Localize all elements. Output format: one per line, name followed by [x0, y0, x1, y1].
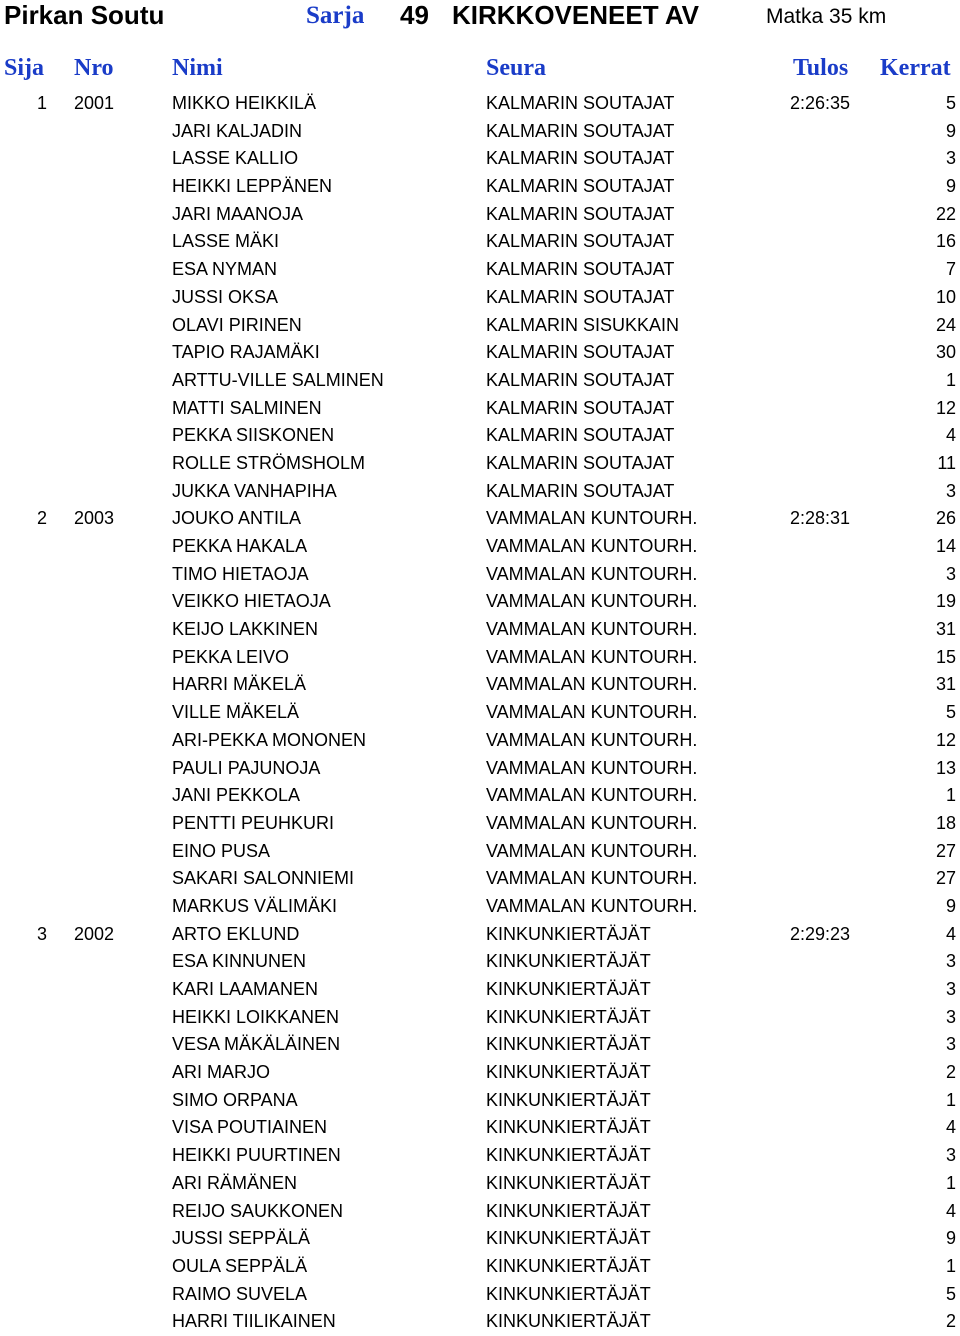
table-row: [0, 228, 960, 256]
cell-seura: KALMARIN SOUTAJAT: [486, 480, 675, 501]
title-row: [0, 0, 960, 34]
cell-kerrat: 12: [935, 729, 956, 750]
cell-kerrat: 3: [945, 979, 956, 999]
table-row: [0, 118, 960, 146]
cell-nimi: JANI PEKKOLA: [172, 785, 301, 806]
cell-kerrat: 27: [935, 840, 956, 861]
cell-kerrat: 18: [935, 812, 956, 833]
cell-nimi: EINO PUSA: [172, 840, 271, 861]
table-row: [0, 478, 960, 506]
cell-nimi: PENTTI PEUHKURI: [172, 812, 335, 833]
cell-seura: VAMMALAN KUNTOURH.: [486, 674, 698, 695]
cell-seura: VAMMALAN KUNTOURH.: [486, 812, 698, 833]
cell-kerrat: 3: [945, 563, 956, 584]
cell-seura: KINKUNKIERTÄJÄT: [486, 1255, 651, 1276]
table-row: [0, 395, 960, 423]
cell-seura: KALMARIN SOUTAJAT: [486, 176, 675, 197]
cell-sija: 1: [37, 93, 48, 113]
cell-kerrat: 4: [945, 1200, 956, 1221]
cell-seura: KINKUNKIERTÄJÄT: [486, 1172, 651, 1193]
cell-kerrat: 5: [945, 702, 956, 723]
cell-seura: KALMARIN SOUTAJAT: [486, 259, 675, 280]
cell-seura: KALMARIN SOUTAJAT: [486, 93, 675, 113]
cell-tulos: 2:29:23: [790, 923, 851, 944]
table-row: [0, 1087, 960, 1115]
cell-seura: VAMMALAN KUNTOURH.: [486, 591, 698, 612]
cell-nimi: MIKKO HEIKKILÄ: [172, 93, 317, 113]
cell-nimi: HEIKKI PUURTINEN: [172, 1145, 341, 1166]
cell-kerrat: 3: [945, 1145, 956, 1166]
cell-seura: VAMMALAN KUNTOURH.: [486, 840, 698, 861]
cell-seura: KALMARIN SOUTAJAT: [486, 397, 675, 418]
cell-kerrat: 22: [935, 203, 956, 224]
cell-nimi: KEIJO LAKKINEN: [172, 619, 319, 640]
cell-nimi: PAULI PAJUNOJA: [172, 757, 321, 778]
cell-seura: KINKUNKIERTÄJÄT: [486, 1117, 651, 1138]
cell-nimi: SAKARI SALONNIEMI: [172, 868, 355, 889]
cell-nimi: KARI LAAMANEN: [172, 979, 319, 999]
cell-kerrat: 10: [935, 286, 956, 307]
table-row: [0, 976, 960, 1004]
cell-seura: VAMMALAN KUNTOURH.: [486, 646, 698, 667]
cell-nimi: ARTO EKLUND: [172, 923, 300, 944]
cell-kerrat: 16: [935, 231, 956, 252]
cell-kerrat: 27: [935, 868, 956, 889]
cell-kerrat: 3: [945, 951, 956, 972]
distance-label: Matka 35 km: [766, 5, 887, 28]
results-table: [0, 90, 960, 1336]
table-row: [0, 1142, 960, 1170]
cell-nimi: HARRI TIILIKAINEN: [172, 1311, 336, 1332]
cell-seura: KALMARIN SOUTAJAT: [486, 452, 675, 473]
cell-kerrat: 12: [935, 397, 956, 418]
cell-seura: VAMMALAN KUNTOURH.: [486, 729, 698, 750]
cell-nimi: HEIKKI LOIKKANEN: [172, 1006, 340, 1027]
cell-seura: KINKUNKIERTÄJÄT: [486, 1228, 651, 1249]
cell-kerrat: 19: [935, 591, 956, 612]
cell-nimi: ESA KINNUNEN: [172, 951, 307, 972]
table-row: [0, 616, 960, 644]
cell-kerrat: 31: [935, 619, 956, 640]
table-row: [0, 671, 960, 699]
cell-kerrat: 26: [935, 508, 956, 529]
cell-seura: KINKUNKIERTÄJÄT: [486, 1006, 651, 1027]
sarja-label: Sarja: [306, 2, 365, 29]
cell-sija: 3: [37, 923, 48, 944]
table-row: [0, 699, 960, 727]
cell-seura: VAMMALAN KUNTOURH.: [486, 508, 698, 529]
cell-kerrat: 4: [945, 425, 956, 446]
table-row: [0, 284, 960, 312]
cell-nimi: PEKKA HAKALA: [172, 536, 308, 556]
cell-seura: VAMMALAN KUNTOURH.: [486, 868, 698, 889]
sarja-name: KIRKKOVENEET AV: [452, 0, 700, 30]
table-row: [0, 588, 960, 616]
cell-kerrat: 4: [945, 1117, 956, 1138]
cell-seura: VAMMALAN KUNTOURH.: [486, 895, 698, 916]
cell-sija: 2: [37, 508, 48, 529]
header-nro: Nro: [74, 55, 114, 81]
cell-nimi: ARTTU-VILLE SALMINEN: [172, 369, 384, 390]
table-row: [0, 1004, 960, 1032]
cell-nimi: ROLLE STRÖMSHOLM: [172, 452, 366, 473]
cell-kerrat: 9: [945, 1228, 956, 1249]
header-tulos: Tulos: [793, 55, 849, 81]
cell-kerrat: 3: [945, 1006, 956, 1027]
cell-kerrat: 9: [945, 895, 956, 916]
cell-kerrat: 9: [945, 120, 956, 141]
table-row: [0, 533, 960, 561]
table-row: [0, 1308, 960, 1336]
table-row: [0, 173, 960, 201]
cell-nimi: PEKKA LEIVO: [172, 646, 290, 667]
cell-nimi: HEIKKI LEPPÄNEN: [172, 176, 333, 197]
cell-nro: 2003: [74, 508, 115, 529]
sarja-number: 49: [400, 0, 429, 30]
cell-nimi: SIMO ORPANA: [172, 1089, 298, 1110]
cell-seura: VAMMALAN KUNTOURH.: [486, 536, 698, 556]
cell-kerrat: 5: [945, 1283, 956, 1304]
cell-kerrat: 3: [945, 1034, 956, 1055]
table-row: [0, 1114, 960, 1142]
cell-seura: KINKUNKIERTÄJÄT: [486, 1145, 651, 1166]
table-row: [0, 1225, 960, 1253]
cell-tulos: 2:26:35: [790, 93, 851, 113]
cell-kerrat: 2: [945, 1062, 956, 1083]
cell-nimi: ESA NYMAN: [172, 259, 278, 280]
cell-kerrat: 11: [937, 452, 956, 473]
table-row: [0, 256, 960, 284]
cell-nimi: MARKUS VÄLIMÄKI: [172, 895, 338, 916]
cell-nimi: LASSE MÄKI: [172, 231, 280, 252]
cell-kerrat: 14: [935, 536, 956, 556]
cell-nimi: JARI MAANOJA: [172, 203, 304, 224]
cell-kerrat: 2: [945, 1311, 956, 1332]
table-row: [0, 893, 960, 921]
cell-kerrat: 9: [945, 176, 956, 197]
table-row: [0, 921, 960, 949]
cell-seura: KALMARIN SISUKKAIN: [486, 314, 680, 335]
cell-seura: VAMMALAN KUNTOURH.: [486, 563, 698, 584]
cell-nro: 2001: [74, 93, 115, 113]
cell-nimi: LASSE KALLIO: [172, 148, 299, 169]
cell-nimi: VESA MÄKÄLÄINEN: [172, 1034, 341, 1055]
cell-kerrat: 1: [945, 1089, 956, 1110]
cell-seura: KINKUNKIERTÄJÄT: [486, 923, 651, 944]
table-row: [0, 561, 960, 589]
table-row: [0, 450, 960, 478]
table-row: [0, 1059, 960, 1087]
cell-seura: KALMARIN SOUTAJAT: [486, 342, 675, 363]
table-row: [0, 1198, 960, 1226]
cell-nimi: RAIMO SUVELA: [172, 1283, 308, 1304]
table-row: [0, 865, 960, 893]
cell-nimi: REIJO SAUKKONEN: [172, 1200, 344, 1221]
table-row: [0, 505, 960, 533]
header-kerrat: Kerrat: [880, 55, 951, 81]
cell-kerrat: 3: [945, 480, 956, 501]
cell-nimi: OLAVI PIRINEN: [172, 314, 302, 335]
cell-seura: VAMMALAN KUNTOURH.: [486, 757, 698, 778]
cell-seura: KINKUNKIERTÄJÄT: [486, 1200, 651, 1221]
table-row: [0, 838, 960, 866]
cell-kerrat: 1: [945, 785, 956, 806]
cell-nimi: JOUKO ANTILA: [172, 508, 302, 529]
table-row: [0, 367, 960, 395]
table-row: [0, 1031, 960, 1059]
cell-seura: KALMARIN SOUTAJAT: [486, 369, 675, 390]
header-seura: Seura: [486, 55, 546, 81]
cell-kerrat: 1: [945, 369, 956, 390]
cell-seura: VAMMALAN KUNTOURH.: [486, 702, 698, 723]
table-row: [0, 1281, 960, 1309]
header-nimi: Nimi: [172, 55, 223, 81]
cell-nimi: JARI KALJADIN: [172, 120, 303, 141]
cell-kerrat: 24: [935, 314, 956, 335]
cell-nimi: VISA POUTIAINEN: [172, 1117, 328, 1138]
cell-kerrat: 31: [935, 674, 956, 695]
cell-seura: KINKUNKIERTÄJÄT: [486, 1283, 651, 1304]
page-title: Pirkan Soutu: [4, 0, 165, 30]
cell-nimi: MATTI SALMINEN: [172, 397, 322, 418]
cell-seura: VAMMALAN KUNTOURH.: [486, 619, 698, 640]
cell-nimi: JUSSI SEPPÄLÄ: [172, 1228, 311, 1249]
table-row: [0, 201, 960, 229]
cell-nimi: OULA SEPPÄLÄ: [172, 1255, 308, 1276]
table-row: [0, 312, 960, 340]
cell-seura: KINKUNKIERTÄJÄT: [486, 1311, 651, 1332]
cell-kerrat: 1: [945, 1172, 956, 1193]
cell-kerrat: 5: [945, 93, 956, 113]
table-row: [0, 339, 960, 367]
cell-seura: KALMARIN SOUTAJAT: [486, 286, 675, 307]
table-row: [0, 727, 960, 755]
table-row: [0, 755, 960, 783]
cell-tulos: 2:28:31: [790, 508, 851, 529]
cell-seura: KINKUNKIERTÄJÄT: [486, 1034, 651, 1055]
cell-kerrat: 4: [945, 923, 956, 944]
cell-nimi: VILLE MÄKELÄ: [172, 702, 300, 723]
cell-seura: VAMMALAN KUNTOURH.: [486, 785, 698, 806]
cell-nimi: JUSSI OKSA: [172, 286, 279, 307]
cell-seura: KINKUNKIERTÄJÄT: [486, 979, 651, 999]
table-row: [0, 90, 960, 118]
cell-kerrat: 30: [935, 342, 956, 363]
table-row: [0, 782, 960, 810]
table-row: [0, 1170, 960, 1198]
cell-nimi: ARI RÄMÄNEN: [172, 1172, 298, 1193]
cell-nimi: JUKKA VANHAPIHA: [172, 480, 337, 501]
cell-nimi: HARRI MÄKELÄ: [172, 674, 307, 695]
cell-nimi: ARI-PEKKA MONONEN: [172, 729, 367, 750]
cell-kerrat: 3: [945, 148, 956, 169]
cell-kerrat: 13: [935, 757, 956, 778]
cell-seura: KALMARIN SOUTAJAT: [486, 203, 675, 224]
table-row: [0, 948, 960, 976]
cell-nimi: PEKKA SIISKONEN: [172, 425, 335, 446]
cell-nimi: TAPIO RAJAMÄKI: [172, 342, 320, 363]
cell-nimi: VEIKKO HIETAOJA: [172, 591, 331, 612]
cell-nro: 2002: [74, 923, 115, 944]
cell-seura: KALMARIN SOUTAJAT: [486, 425, 675, 446]
table-row: [0, 422, 960, 450]
cell-nimi: ARI MARJO: [172, 1062, 271, 1083]
cell-seura: KALMARIN SOUTAJAT: [486, 120, 675, 141]
table-row: [0, 644, 960, 672]
cell-seura: KINKUNKIERTÄJÄT: [486, 951, 651, 972]
cell-nimi: TIMO HIETAOJA: [172, 563, 309, 584]
table-row: [0, 810, 960, 838]
cell-kerrat: 1: [945, 1255, 956, 1276]
table-row: [0, 145, 960, 173]
cell-seura: KALMARIN SOUTAJAT: [486, 148, 675, 169]
table-row: [0, 1253, 960, 1281]
cell-kerrat: 7: [945, 259, 956, 280]
header-sija: Sija: [4, 55, 45, 81]
cell-kerrat: 15: [935, 646, 956, 667]
cell-seura: KINKUNKIERTÄJÄT: [486, 1062, 651, 1083]
cell-seura: KALMARIN SOUTAJAT: [486, 231, 675, 252]
cell-seura: KINKUNKIERTÄJÄT: [486, 1089, 651, 1110]
